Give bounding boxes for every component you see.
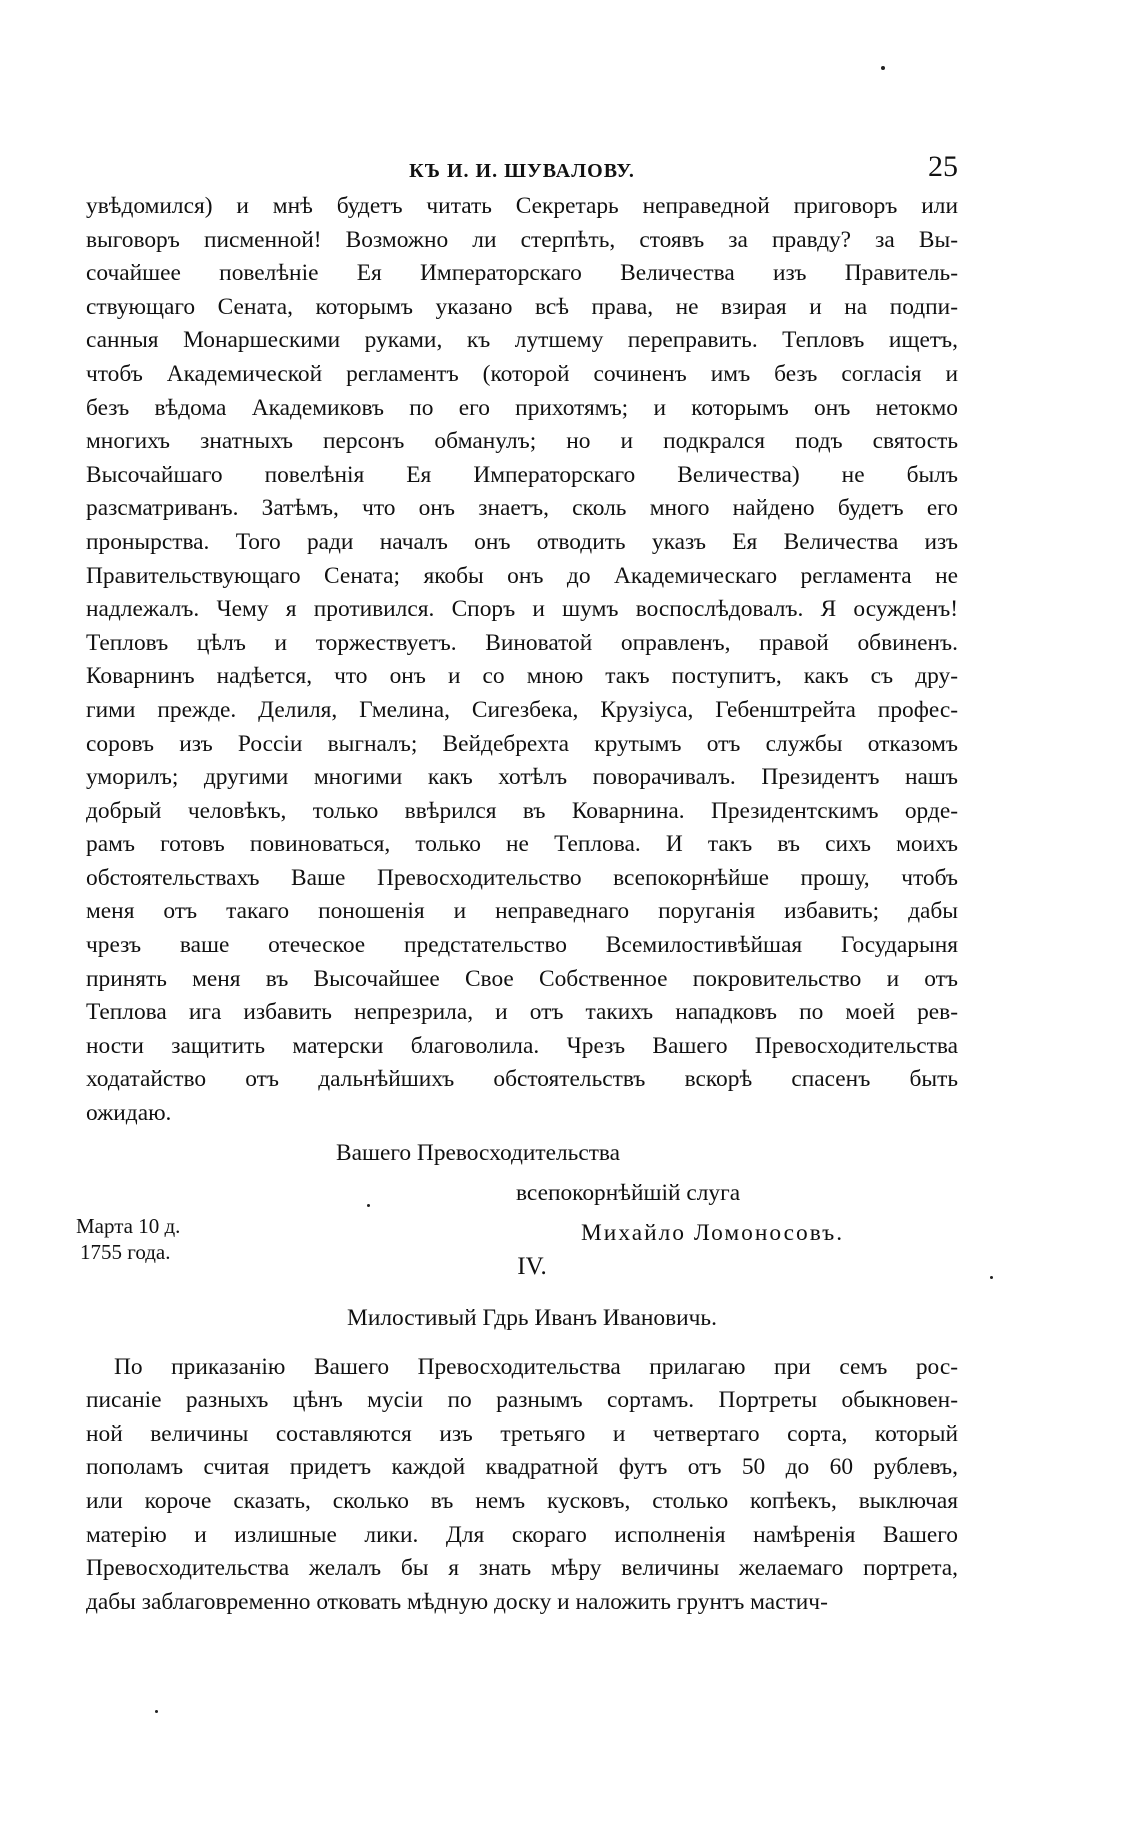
page-number: 25: [928, 150, 958, 183]
text-line: Правительствующаго Сената; якобы онъ до Академическаго регламента не: [86, 562, 958, 589]
text-line: ходатайство отъ дальнѣйшихъ обстоятельствъ вскорѣ спасенъ быть: [86, 1066, 958, 1093]
text-line: ствующаго Сената, которымъ указано всѣ права, не взирая и на подпи-: [86, 293, 958, 320]
text-line: ожидаю.: [86, 1100, 172, 1127]
closing-line: всепокорнѣйшій слуга: [516, 1179, 741, 1206]
running-head-title: КЪ И. И. ШУВАЛОВУ.: [409, 160, 635, 182]
closing-line: Вашего Превосходительства: [336, 1139, 621, 1166]
text-line: По приказанію Вашего Превосходительства прилагаю при семъ рос-: [114, 1353, 958, 1380]
text-line: выговоръ писменной! Возможно ли стерпѣть, стоявъ за правду? за Вы-: [86, 226, 958, 253]
text-line: дабы заблаговременно отковать мѣдную доску и наложить грунтъ мастич-: [86, 1588, 828, 1615]
text-line: обстоятельствахъ Ваше Превосходительство всепокорнѣйше прошу, чтобъ: [86, 864, 958, 891]
salutation: Милостивый Гдрь Иванъ Ивановичь.: [347, 1304, 717, 1331]
text-line: принять меня въ Высочайшее Свое Собственное покровительство и отъ: [86, 965, 958, 992]
date-line: Марта 10 д.: [76, 1213, 181, 1238]
text-line: гими прежде. Делиля, Гмелина, Сигезбека, Крузіуса, Гебенштрейта профес-: [86, 696, 958, 723]
text-line: надлежалъ. Чему я противился. Споръ и шумъ воспослѣдовалъ. Я осужденъ!: [86, 596, 958, 623]
text-line: безъ вѣдома Академиковъ по его прихотямъ; и которымъ онъ нетокмо: [86, 394, 958, 421]
text-line: многихъ знатныхъ персонъ обманулъ; но и подкрался подъ святость: [86, 428, 958, 455]
letter-paragraph: [86, 1351, 958, 1620]
dateline: [76, 1213, 958, 1269]
text-line: Теплова ига избавить непрезрила, и отъ такихъ нападковъ по моей рев-: [86, 999, 958, 1026]
signature: Михайло Ломоносовъ.: [581, 1219, 845, 1246]
ink-speck: [881, 66, 885, 70]
date-year: 1755 года.: [80, 1239, 171, 1264]
book-page: [76, 150, 958, 1619]
text-line: сочайшее повелѣніе Ея Императорскаго Величества изъ Правитель-: [86, 260, 958, 287]
text-line: уморилъ; другими многими какъ хотѣлъ поворачивалъ. Президентъ нашъ: [86, 764, 958, 791]
text-line: Превосходительства желалъ бы я знать мѣру величины желаемаго портрета,: [86, 1555, 958, 1582]
text-line: Тепловъ цѣлъ и торжествуетъ. Виноватой оправленъ, правой обвиненъ.: [86, 629, 958, 656]
text-line: разсматриванъ. Затѣмъ, что онъ знаетъ, сколь много найдено будетъ его: [86, 495, 958, 522]
text-line: пополамъ считая придетъ каждой квадратной футъ отъ 50 до 60 рублевъ,: [86, 1454, 958, 1481]
text-line: матерію и излишные лики. Для скораго исполненія намѣренія Вашего: [86, 1521, 958, 1548]
text-line: соровъ изъ Россіи выгналъ; Вейдебрехта крутымъ отъ службы отказомъ: [86, 730, 958, 757]
text-line: ной величины составляются изъ третьяго и четвертаго сорта, который: [86, 1420, 958, 1447]
ink-speck: [990, 1276, 993, 1279]
running-head: [86, 150, 958, 190]
text-line: Высочайшаго повелѣнія Ея Императорскаго Величества) не былъ: [86, 461, 958, 488]
text-line: писаніе разныхъ цѣнъ мусіи по разнымъ сортамъ. Портреты обыкновен-: [86, 1387, 958, 1414]
letter-paragraph: [86, 190, 958, 1131]
text-line: или короче сказать, сколько въ немъ кусковъ, столько копѣекъ, выключая: [86, 1488, 958, 1514]
text-line: добрый человѣкъ, только ввѣрился въ Коварнина. Президентскимъ орде-: [86, 797, 958, 824]
ink-speck: [155, 1710, 158, 1713]
text-line: рамъ готовъ повиноваться, только не Теплова. И такъ въ сихъ моихъ: [86, 831, 958, 858]
text-line: чрезъ ваше отеческое предстательство Всемилостивѣйшая Государыня: [86, 932, 958, 959]
text-line: пронырства. Того ради началъ онъ отводить указъ Ея Величества изъ: [86, 528, 958, 555]
text-line: меня отъ такаго поношенія и неправеднаго поруганія избавить; дабы: [86, 898, 958, 925]
text-line: санныя Монаршескими руками, къ лутшему переправить. Тепловъ ищетъ,: [86, 327, 958, 354]
text-line: чтобъ Академической регламентъ (которой сочиненъ имъ безъ согласія и: [86, 360, 958, 387]
text-line: ности защитить матерски благоволила. Чрезъ Вашего Превосходительства: [86, 1032, 958, 1059]
text-line: Коварнинъ надѣется, что онъ и со мною такъ поступитъ, какъ съ дру-: [86, 663, 958, 690]
section-number: IV.: [517, 1252, 547, 1280]
text-line: увѣдомился) и мнѣ будетъ читать Секретарь неправедной приговоръ или: [86, 193, 958, 219]
